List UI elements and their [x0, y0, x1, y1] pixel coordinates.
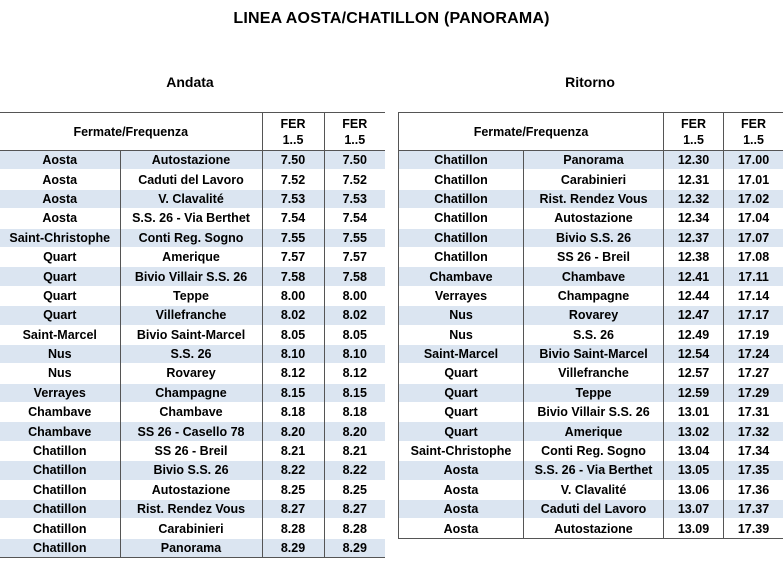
town-cell: Aosta — [399, 480, 524, 499]
stop-cell: Amerique — [524, 422, 664, 441]
time-cell-2: 17.31 — [724, 403, 783, 422]
time-cell-2: 17.02 — [724, 189, 783, 208]
time-cell-1: 13.05 — [664, 461, 724, 480]
time-cell-1: 7.54 — [262, 209, 324, 228]
stop-cell: V. Clavalité — [524, 480, 664, 499]
stop-cell: Autostazione — [120, 480, 262, 499]
time-cell-2: 17.04 — [724, 209, 783, 228]
town-cell: Chatillon — [0, 500, 120, 519]
andata-header-col2-line1: FER — [342, 116, 368, 131]
town-cell: Quart — [0, 247, 120, 266]
stop-cell: Caduti del Lavoro — [524, 500, 664, 519]
time-cell-2: 17.00 — [724, 151, 783, 170]
time-cell-1: 12.32 — [664, 189, 724, 208]
time-cell-2: 8.00 — [324, 286, 385, 305]
stop-cell: Autostazione — [524, 519, 664, 538]
time-cell-1: 8.10 — [262, 344, 324, 363]
town-cell: Chatillon — [0, 480, 120, 499]
table-row — [0, 383, 385, 402]
table-row — [399, 403, 783, 422]
table-row — [399, 209, 783, 228]
time-cell-2: 8.02 — [324, 306, 385, 325]
time-cell-2: 17.27 — [724, 364, 783, 383]
stop-cell: Teppe — [524, 383, 664, 402]
andata-label: Andata — [166, 74, 214, 90]
table-row — [399, 286, 783, 305]
time-cell-1: 7.55 — [262, 228, 324, 247]
time-cell-1: 8.12 — [262, 364, 324, 383]
ritorno-header-col2 — [724, 113, 783, 151]
time-cell-1: 13.04 — [664, 441, 724, 460]
time-cell-2: 17.07 — [724, 228, 783, 247]
time-cell-2: 17.08 — [724, 247, 783, 266]
town-cell: Quart — [0, 286, 120, 305]
town-cell: Chatillon — [399, 151, 524, 170]
table-row — [399, 461, 783, 480]
town-cell: Nus — [399, 306, 524, 325]
stop-cell: Panorama — [120, 538, 262, 557]
time-cell-1: 12.59 — [664, 383, 724, 402]
table-row — [0, 267, 385, 286]
andata-header-col1-line2: 1..5 — [282, 132, 304, 147]
time-cell-1: 8.22 — [262, 461, 324, 480]
stop-cell: Bivio S.S. 26 — [524, 228, 664, 247]
stop-cell: Carabinieri — [120, 519, 262, 538]
stop-cell: SS 26 - Breil — [120, 441, 262, 460]
time-cell-1: 8.15 — [262, 383, 324, 402]
time-cell-1: 7.52 — [262, 170, 324, 189]
stop-cell: Conti Reg. Sogno — [524, 441, 664, 460]
time-cell-2: 17.39 — [724, 519, 783, 538]
town-cell: Saint-Christophe — [0, 228, 120, 247]
table-row — [399, 267, 783, 286]
stop-cell: Bivio S.S. 26 — [120, 461, 262, 480]
stop-cell: S.S. 26 - Via Berthet — [524, 461, 664, 480]
table-row — [399, 306, 783, 325]
town-cell: Chatillon — [399, 209, 524, 228]
time-cell-2: 7.54 — [324, 209, 385, 228]
time-cell-1: 13.07 — [664, 500, 724, 519]
time-cell-1: 12.38 — [664, 247, 724, 266]
stop-cell: Conti Reg. Sogno — [120, 228, 262, 247]
stop-cell: Champagne — [524, 286, 664, 305]
stop-cell: S.S. 26 — [524, 325, 664, 344]
table-row — [0, 344, 385, 363]
time-cell-1: 12.54 — [664, 344, 724, 363]
time-cell-1: 8.21 — [262, 441, 324, 460]
andata-header-col2 — [324, 113, 385, 151]
table-row — [399, 500, 783, 519]
table-row — [0, 170, 385, 189]
time-cell-2: 17.17 — [724, 306, 783, 325]
time-cell-1: 13.01 — [664, 403, 724, 422]
stop-cell: S.S. 26 — [120, 344, 262, 363]
time-cell-1: 12.57 — [664, 364, 724, 383]
table-row — [399, 422, 783, 441]
table-row — [399, 189, 783, 208]
stop-cell: SS 26 - Casello 78 — [120, 422, 262, 441]
town-cell: Nus — [0, 344, 120, 363]
town-cell: Chatillon — [0, 461, 120, 480]
table-row — [399, 441, 783, 460]
stop-cell: Rovarey — [120, 364, 262, 383]
stop-cell: Villefranche — [524, 364, 664, 383]
town-cell: Quart — [399, 422, 524, 441]
stop-cell: SS 26 - Breil — [524, 247, 664, 266]
town-cell: Chatillon — [0, 441, 120, 460]
table-row — [0, 441, 385, 460]
table-row — [0, 247, 385, 266]
table-row — [399, 364, 783, 383]
table-row — [0, 189, 385, 208]
time-cell-1: 13.09 — [664, 519, 724, 538]
town-cell: Quart — [0, 306, 120, 325]
town-cell: Aosta — [399, 461, 524, 480]
table-row — [0, 519, 385, 538]
ritorno-header-col1 — [664, 113, 724, 151]
time-cell-2: 17.35 — [724, 461, 783, 480]
time-cell-2: 8.12 — [324, 364, 385, 383]
stop-cell: Chambave — [524, 267, 664, 286]
time-cell-1: 12.30 — [664, 151, 724, 170]
andata-header-col2-line2: 1..5 — [344, 132, 366, 147]
town-cell: Quart — [399, 403, 524, 422]
town-cell: Verrayes — [399, 286, 524, 305]
ritorno-header-col1-line2: 1..5 — [683, 132, 704, 147]
time-cell-1: 8.00 — [262, 286, 324, 305]
time-cell-2: 7.55 — [324, 228, 385, 247]
table-row — [0, 403, 385, 422]
time-cell-2: 17.37 — [724, 500, 783, 519]
time-cell-1: 12.47 — [664, 306, 724, 325]
time-cell-2: 17.34 — [724, 441, 783, 460]
andata-header-col1-line1: FER — [280, 116, 306, 131]
time-cell-2: 8.27 — [324, 500, 385, 519]
table-row — [399, 228, 783, 247]
time-cell-1: 13.02 — [664, 422, 724, 441]
table-row — [0, 364, 385, 383]
stop-cell: Bivio Saint-Marcel — [524, 344, 664, 363]
table-row — [0, 151, 385, 170]
town-cell: Aosta — [0, 151, 120, 170]
time-cell-1: 8.18 — [262, 403, 324, 422]
time-cell-1: 7.57 — [262, 247, 324, 266]
time-cell-2: 8.18 — [324, 403, 385, 422]
table-row — [399, 344, 783, 363]
town-cell: Quart — [399, 364, 524, 383]
town-cell: Chatillon — [399, 170, 524, 189]
stop-cell: Bivio Saint-Marcel — [120, 325, 262, 344]
time-cell-1: 7.53 — [262, 189, 324, 208]
town-cell: Saint-Marcel — [399, 344, 524, 363]
table-row — [399, 480, 783, 499]
town-cell: Aosta — [399, 500, 524, 519]
table-row — [0, 422, 385, 441]
stop-cell: Rovarey — [524, 306, 664, 325]
stop-cell: Chambave — [120, 403, 262, 422]
andata-rows — [0, 151, 385, 558]
stop-cell: V. Clavalité — [120, 189, 262, 208]
table-row — [0, 286, 385, 305]
time-cell-2: 17.01 — [724, 170, 783, 189]
time-cell-2: 8.15 — [324, 383, 385, 402]
stop-cell: Caduti del Lavoro — [120, 170, 262, 189]
table-row — [0, 325, 385, 344]
stop-cell: Champagne — [120, 383, 262, 402]
time-cell-2: 8.10 — [324, 344, 385, 363]
time-cell-2: 8.05 — [324, 325, 385, 344]
ritorno-rows — [399, 151, 783, 539]
town-cell: Chatillon — [399, 247, 524, 266]
time-cell-1: 12.44 — [664, 286, 724, 305]
time-cell-2: 8.28 — [324, 519, 385, 538]
town-cell: Aosta — [399, 519, 524, 538]
town-cell: Nus — [399, 325, 524, 344]
time-cell-1: 7.50 — [262, 151, 324, 170]
ritorno-header-col1-line1: FER — [681, 116, 706, 131]
stop-cell: Autostazione — [120, 151, 262, 170]
time-cell-1: 8.27 — [262, 500, 324, 519]
time-cell-2: 8.29 — [324, 538, 385, 557]
table-row — [399, 151, 783, 170]
time-cell-2: 17.29 — [724, 383, 783, 402]
table-row — [0, 209, 385, 228]
town-cell: Chatillon — [0, 519, 120, 538]
time-cell-2: 8.25 — [324, 480, 385, 499]
town-cell: Saint-Marcel — [0, 325, 120, 344]
andata-header-row — [0, 113, 385, 151]
table-row — [399, 519, 783, 538]
table-row — [399, 247, 783, 266]
ritorno-label: Ritorno — [565, 74, 615, 90]
andata-timetable — [0, 112, 385, 558]
table-row — [0, 538, 385, 557]
table-row — [399, 383, 783, 402]
time-cell-2: 17.14 — [724, 286, 783, 305]
town-cell: Chambave — [0, 422, 120, 441]
town-cell: Chatillon — [399, 228, 524, 247]
town-cell: Chatillon — [399, 189, 524, 208]
town-cell: Chambave — [0, 403, 120, 422]
time-cell-1: 8.28 — [262, 519, 324, 538]
town-cell: Chambave — [399, 267, 524, 286]
time-cell-1: 12.31 — [664, 170, 724, 189]
time-cell-2: 7.52 — [324, 170, 385, 189]
time-cell-2: 17.24 — [724, 344, 783, 363]
ritorno-timetable — [398, 112, 783, 539]
town-cell: Verrayes — [0, 383, 120, 402]
town-cell: Aosta — [0, 189, 120, 208]
town-cell: Quart — [0, 267, 120, 286]
time-cell-2: 8.21 — [324, 441, 385, 460]
stop-cell: Autostazione — [524, 209, 664, 228]
time-cell-1: 8.20 — [262, 422, 324, 441]
table-row — [399, 170, 783, 189]
time-cell-1: 12.41 — [664, 267, 724, 286]
time-cell-1: 8.29 — [262, 538, 324, 557]
stop-cell: Carabinieri — [524, 170, 664, 189]
town-cell: Aosta — [0, 209, 120, 228]
stop-cell: Rist. Rendez Vous — [120, 500, 262, 519]
ritorno-header-col2-line1: FER — [741, 116, 766, 131]
time-cell-2: 7.53 — [324, 189, 385, 208]
andata-header-stops: Fermate/Frequenza — [0, 113, 262, 151]
stop-cell: Villefranche — [120, 306, 262, 325]
time-cell-1: 8.25 — [262, 480, 324, 499]
ritorno-header-col2-line2: 1..5 — [743, 132, 764, 147]
time-cell-2: 8.20 — [324, 422, 385, 441]
time-cell-2: 17.11 — [724, 267, 783, 286]
town-cell: Chatillon — [0, 538, 120, 557]
time-cell-2: 7.58 — [324, 267, 385, 286]
stop-cell: Rist. Rendez Vous — [524, 189, 664, 208]
stop-cell: S.S. 26 - Via Berthet — [120, 209, 262, 228]
ritorno-header-row — [399, 113, 783, 151]
table-row — [399, 325, 783, 344]
time-cell-1: 8.05 — [262, 325, 324, 344]
table-row — [0, 306, 385, 325]
time-cell-2: 8.22 — [324, 461, 385, 480]
table-row — [0, 480, 385, 499]
time-cell-1: 7.58 — [262, 267, 324, 286]
town-cell: Saint-Christophe — [399, 441, 524, 460]
time-cell-1: 8.02 — [262, 306, 324, 325]
time-cell-2: 17.36 — [724, 480, 783, 499]
stop-cell: Bivio Villair S.S. 26 — [120, 267, 262, 286]
town-cell: Aosta — [0, 170, 120, 189]
time-cell-1: 12.34 — [664, 209, 724, 228]
time-cell-1: 12.37 — [664, 228, 724, 247]
table-row — [0, 228, 385, 247]
time-cell-2: 17.19 — [724, 325, 783, 344]
page-title: LINEA AOSTA/CHATILLON (PANORAMA) — [233, 10, 550, 27]
stop-cell: Amerique — [120, 247, 262, 266]
stop-cell: Panorama — [524, 151, 664, 170]
time-cell-1: 13.06 — [664, 480, 724, 499]
time-cell-2: 7.57 — [324, 247, 385, 266]
table-row — [0, 461, 385, 480]
town-cell: Nus — [0, 364, 120, 383]
time-cell-2: 17.32 — [724, 422, 783, 441]
stop-cell: Bivio Villair S.S. 26 — [524, 403, 664, 422]
time-cell-2: 7.50 — [324, 151, 385, 170]
ritorno-header-stops: Fermate/Frequenza — [399, 113, 664, 151]
table-row — [0, 500, 385, 519]
stop-cell: Teppe — [120, 286, 262, 305]
town-cell: Quart — [399, 383, 524, 402]
andata-header-col1 — [262, 113, 324, 151]
time-cell-1: 12.49 — [664, 325, 724, 344]
